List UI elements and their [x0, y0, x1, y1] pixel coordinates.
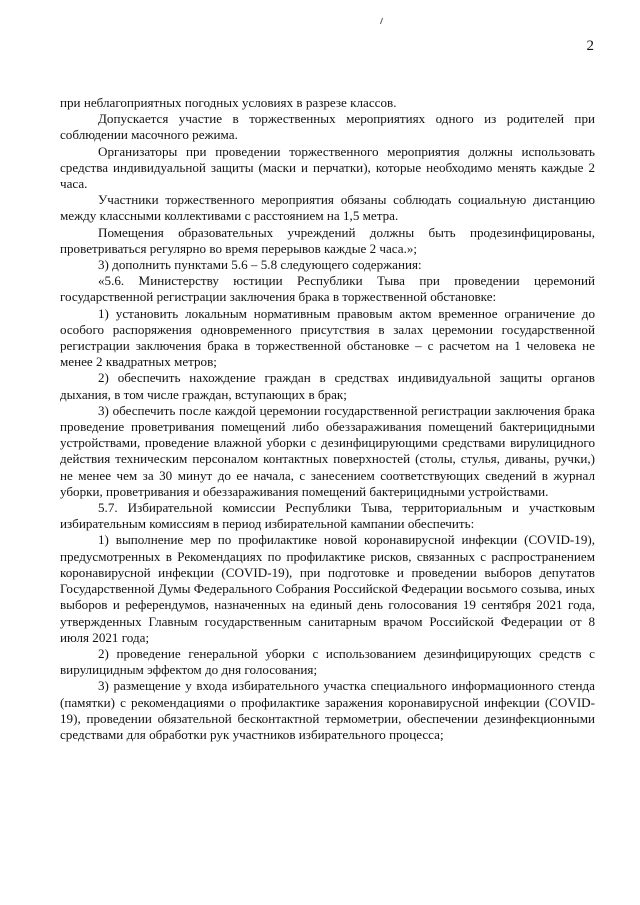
- paragraph: Помещения образовательных учреждений должны быть продезинфицированы, проветриваться регулярно во время перерывов каждые 2 часа.»;: [60, 224, 595, 256]
- paragraph: 3) размещение у входа избирательного участка специального информационного стенда (памятки) с рекомендациями о профилактике заражения коронавирусной инфекции (COVID-19), проведении обязательной бесконтактной термометрии, обеспечении дезинфекционными средствами для обработки рук участников избирательного процесса;: [60, 678, 595, 742]
- paragraph-continuation: при неблагоприятных погодных условиях в разрезе классов.: [60, 95, 397, 110]
- paragraph: Допускается участие в торжественных мероприятиях одного из родителей при соблюдении масочного режима.: [60, 111, 595, 143]
- paragraph: 3) дополнить пунктами 5.6 – 5.8 следующего содержания:: [98, 257, 422, 273]
- paragraph-clause-5-7: 5.7. Избирательной комиссии Республики Тыва, территориальным и участковым избирательным комиссиям в период избирательной кампании обеспечить:: [60, 500, 595, 532]
- paragraph: 2) обеспечить нахождение граждан в средствах индивидуальной защиты органов дыхания, в том числе граждан, вступающих в брак;: [60, 370, 595, 402]
- paragraph: Участники торжественного мероприятия обязаны соблюдать социальную дистанцию между классными коллективами с расстоянием на 1,5 метра.: [60, 192, 595, 224]
- paragraph: 2) проведение генеральной уборки с использованием дезинфицирующих средств с вирулицидным эффектом до дня голосования;: [60, 645, 595, 678]
- paragraph-clause-5-6: «5.6. Министерству юстиции Республики Тыва при проведении церемоний государственной регистрации заключения брака в торжественной обстановке:: [60, 273, 595, 305]
- document-body: [60, 95, 595, 743]
- paragraph: 3) обеспечить после каждой церемонии государственной регистрации заключения брака проведение проветривания помещений либо обеззараживания помещений бактерицидными устройствами, проведение влажной уборки с дезинфицирующими средствами вирулицидного действия техническим персоналом контактных поверхностей (столы, стулья, диваны, ручки,) не менее чем за 30 минут до ее начала, с занесением соответствующих сведений в журнал уборки, проветривания и обеззараживания помещений бактерицидными устройствами.: [60, 402, 595, 499]
- scan-mark: [380, 18, 386, 24]
- paragraph: Организаторы при проведении торжественного мероприятия должны использовать средства индивидуальной защиты (маски и перчатки), которые необходимо менять каждые 2 часа.: [60, 143, 595, 192]
- paragraph: 1) установить локальным нормативным правовым актом временное ограничение до особого распоряжения одновременного присутствия в залах церемонии государственной регистрации заключения брака в торжественной обстановке – с расчетом на 1 человека не менее 2 квадратных метров;: [60, 305, 595, 370]
- paragraph: 1) выполнение мер по профилактике новой коронавирусной инфекции (COVID-19), предусмотренных в Рекомендациях по профилактике рисков, связанных с распространением коронавирусной инфекции (COVID-19), при подготовке и проведении выборов депутатов Государственной Думы Федерального Собрания Российской Федерации восьмого созыва, иных выборов и референдумов, назначенных на единый день голосования 19 сентября 2021 года, утвержденных Главным государственным санитарным врачом Российской Федерации от 8 июля 2021 года;: [60, 532, 595, 645]
- page-number: 2: [586, 38, 594, 54]
